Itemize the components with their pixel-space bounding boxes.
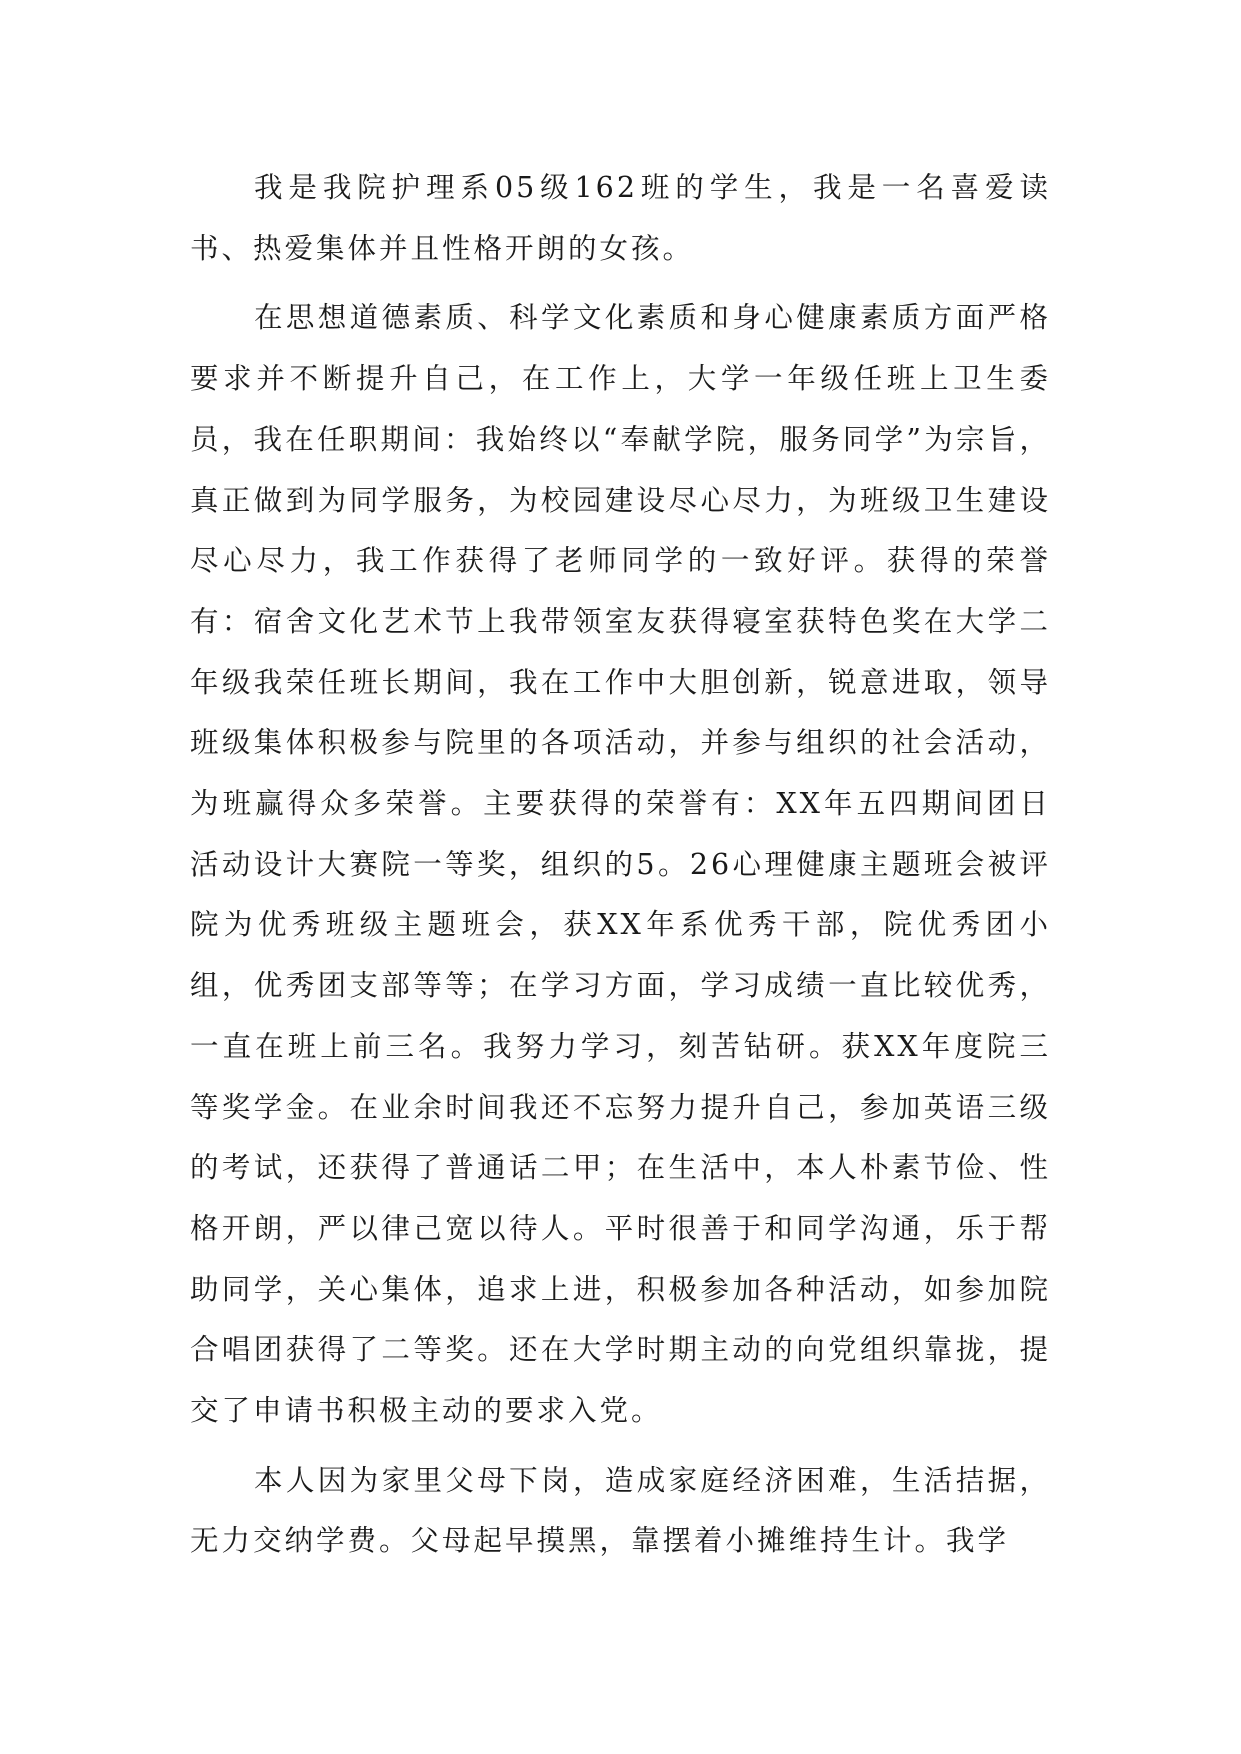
paragraph-achievements: 在思想道德素质、科学文化素质和身心健康素质方面严格要求并不断提升自己，在工作上，大学一年级任班上卫生委员，我在任职期间：我始终以“奉献学院，服务同学”为宗旨，真正做到为同学服务，为校园建设尽心尽力，为班级卫生建设尽心尽力，我工作获得了老师同学的一致好评。获得的荣誉有：宿舍文化艺术节上我带领室友获得寝室获特色奖在大学二年级我荣任班长期间，我在工作中大胆创新，锐意进取，领导班级集体积极参与院里的各项活动，并参与组织的社会活动，为班赢得众多荣誉。主要获得的荣誉有：XX年五四期间团日活动设计大赛院一等奖，组织的5。26心理健康主题班会被评院为优秀班级主题班会，获XX年系优秀干部，院优秀团小组，优秀团支部等等；在学习方面，学习成绩一直比较优秀，一直在班上前三名。我努力学习，刻苦钻研。获XX年度院三等奖学金。在业余时间我还不忘努力提升自己，参加英语三级的考试，还获得了普通话二甲；在生活中，本人朴素节俭、性格开朗，严以律己宽以待人。平时很善于和同学沟通，乐于帮助同学，关心集体，追求上进，积极参加各种活动，如参加院合唱团获得了二等奖。还在大学时期主动的向党组织靠拢，提交了申请书积极主动的要求入党。 (190, 301, 1051, 1428)
document-body (190, 158, 1051, 1581)
paragraph-intro: 我是我院护理系05级162班的学生，我是一名喜爱读书、热爱集体并且性格开朗的女孩。 (190, 171, 1051, 265)
paragraph-family: 本人因为家里父母下岗，造成家庭经济困难，生活拮据，无力交纳学费。父母起早摸黑，靠摆着小摊维持生计。我学 (190, 1463, 1051, 1558)
